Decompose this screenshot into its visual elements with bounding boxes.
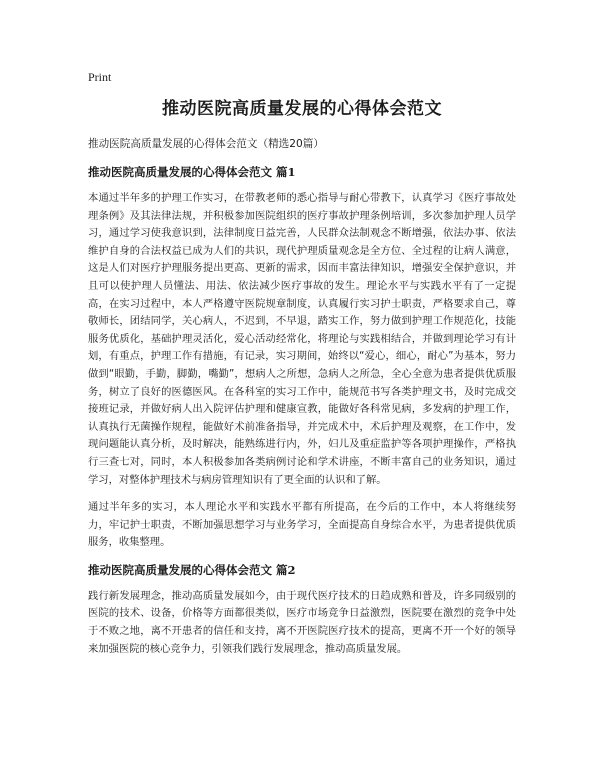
print-link[interactable]: Print [88,70,112,84]
document-title: 推动医院高质量发展的心得体会范文 [162,99,442,119]
section-1 [88,164,516,552]
paragraph: 通过半年多的实习，本人理论水平和实践水平都有所提高，在今后的工作中，本人将继续努力，牢记护士职责，不断加强思想学习与业务学习，全面提高自身综合水平，为患者提供优质服务，收集整理。 [88,501,516,549]
section-2 [88,562,516,658]
paragraph: 本通过半年多的护理工作实习，在带教老师的悉心指导与耐心带教下，认真学习《医疗事故处理条例》及其法律法规，并积极参加医院组织的医疗事故护理条例培训，多次参加护理人员学习，通过学习使我意识到，法律制度日益完善，人民群众法制观念不断增强，依法办事、依法维护自身的合法权益已成为人们的共识，现代护理质量观念是全方位、全过程的让病人满意，这是人们对医疗护理服务提出更高、更新的需求，因而丰富法律知识，增强安全保护意识，并且可以使护理人员懂法、用法、依法减少医疗事故的发生。理论水平与实践水平有了一定提高，在实习过程中，本人严格遵守医院规章制度，认真履行实习护士职责，严格要求自己，尊敬师长，团结同学，关心病人，不迟到，不早退，踏实工作，努力做到护理工作规范化，技能服务优质化，基础护理灵活化，爱心活动经常化，将理论与实践相结合，并做到理论学习有计划，有重点，护理工作有措施，有记录，实习期间，始终以“爱心，细心，耐心”为基本，努力做到“眼勤，手勤，脚勤，嘴勤”，想病人之所想，急病人之所急，全心全意为患者提供优质服务，树立了良好的医德医风。在各科室的实习工作中，能规范书写各类护理文书，及时完成交接班记录，并做好病人出入院评估护理和健康宣教，能做好各科常见病，多发病的护理工作，认真执行无菌操作规程，能做好术前准备指导，并完成术中，术后护理及观察，在工作中，发现问题能认真分析，及时解决，能熟练进行内，外，妇儿及重症监护等各项护理操作，严格执行三查七对，同时，本人积极参加各类病例讨论和学术讲座，不断丰富自己的业务知识，通过学习，对整体护理技术与病房管理知识有了更全面的认识和了解。 [88,192,516,486]
paragraph: 践行新发展理念，推动高质量发展如今，由于现代医疗技术的日趋成熟和普及，许多同级别的医院的技术、设备，价格等方面都很类似，医疗市场竞争日益激烈，医院要在激烈的竞争中处于不败之地，离不开患者的信任和支持，离不开医院医疗技术的提高，更离不开一个好的领导来加强医院的核心竞争力，引领我们践行发展理念，推动高质量发展。 [88,589,516,655]
section-heading: 推动医院高质量发展的心得体会范文 篇2 [88,562,296,577]
section-heading: 推动医院高质量发展的心得体会范文 篇1 [88,165,296,179]
document-subtitle: 推动医院高质量发展的心得体会范文（精选20篇） [88,138,324,150]
